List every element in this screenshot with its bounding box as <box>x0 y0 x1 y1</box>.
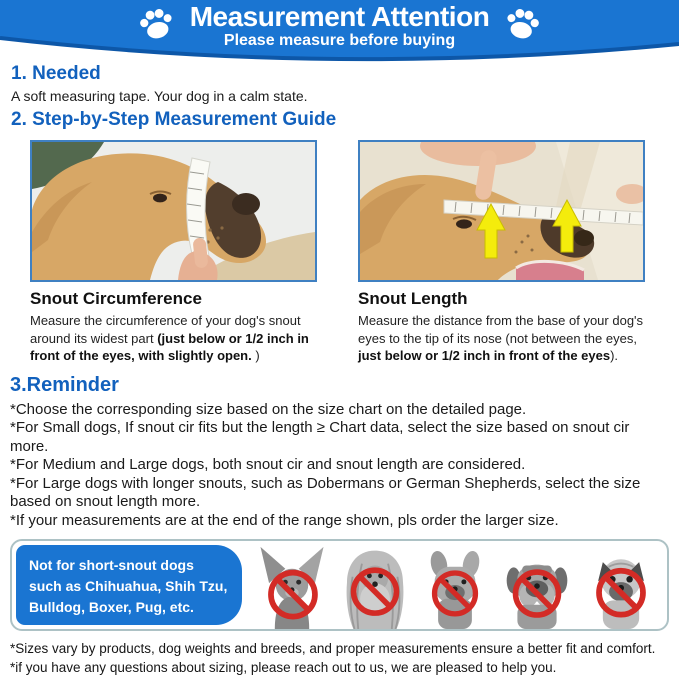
caption-text-line: around its widest part (just below or 1/2 inch in <box>30 330 309 346</box>
reminder-item: *For Small dogs, If snout cir fits but the length ≥ Chart data, select the size based on snout cir <box>10 419 630 436</box>
guide-heading: 2. Step-by-Step Measurement Guide <box>11 109 337 130</box>
caption-text-line: just below or 1/2 inch in front of the eyes). <box>358 348 619 363</box>
caption-text-line: Measure the distance from the base of your dog's <box>358 313 644 328</box>
short-snout-warning-banner <box>10 539 669 631</box>
banned-dog-chihuahua <box>252 543 332 629</box>
reminder-item: more. <box>10 437 49 455</box>
reminder-item: based on snout length more. <box>10 493 201 510</box>
footer-notes <box>10 639 679 677</box>
caption-title: Snout Length <box>358 289 468 308</box>
footer-note: *if you have any questions about sizing, please reach out to us, we are pleased to help you. <box>10 660 557 675</box>
footer-note: *Sizes vary by products, dog weights and breeds, and proper measurements ensure a better fit and comfort. <box>10 641 656 656</box>
reminder-list <box>0 401 679 531</box>
needed-heading: 1. Needed <box>11 63 101 84</box>
caption-text-line: front of the eyes, with slightly open. ) <box>30 348 260 363</box>
banned-dog-pug <box>581 543 661 629</box>
reminder-item: *For Medium and Large dogs, both snout cir and snout length are considered. <box>10 456 526 473</box>
photo-snout-circumference <box>30 140 317 282</box>
caption-snout-circumference <box>30 289 317 365</box>
reminder-item: *For Large dogs with longer snouts, such as Dobermans or German Shepherds, select the size <box>10 474 641 492</box>
banned-dog-shih-tzu <box>336 545 414 629</box>
banned-dog-french-bulldog <box>417 549 493 629</box>
page-subtitle: Please measure before buying <box>223 32 456 49</box>
needed-body: A soft measuring tape. Your dog in a calm state. <box>11 88 308 104</box>
warning-line: Not for short-snout dogs <box>29 557 194 573</box>
header-banner <box>0 0 679 58</box>
caption-text-line: Measure the circumference of your dog's snout <box>30 313 301 328</box>
warning-text-box <box>16 545 242 625</box>
photo-snout-length <box>358 140 645 282</box>
reminder-item: *If your measurements are at the end of the range shown, pls order the larger size. <box>10 511 559 529</box>
paw-icon <box>505 6 541 45</box>
measurement-photos <box>0 140 679 282</box>
page-title: Measurement Attention <box>189 1 490 32</box>
reminder-heading: 3.Reminder <box>10 373 119 396</box>
caption-text-line: eyes to the tip of its nose (not between the eyes, <box>358 330 637 346</box>
reminder-item: *Choose the corresponding size based on the size chart on the detailed page. <box>10 400 527 418</box>
paw-icon <box>138 6 174 45</box>
banner-titles <box>190 0 490 50</box>
warning-line: such as Chihuahua, Shih Tzu, <box>29 578 228 594</box>
banned-dogs-row <box>246 541 667 629</box>
warning-line: Bulldog, Boxer, Pug, etc. <box>29 599 194 615</box>
caption-snout-length <box>358 289 645 365</box>
banner-content <box>0 0 679 52</box>
caption-title: Snout Circumference <box>30 289 202 308</box>
photo-captions <box>0 289 679 365</box>
banned-dog-boxer <box>497 545 577 629</box>
